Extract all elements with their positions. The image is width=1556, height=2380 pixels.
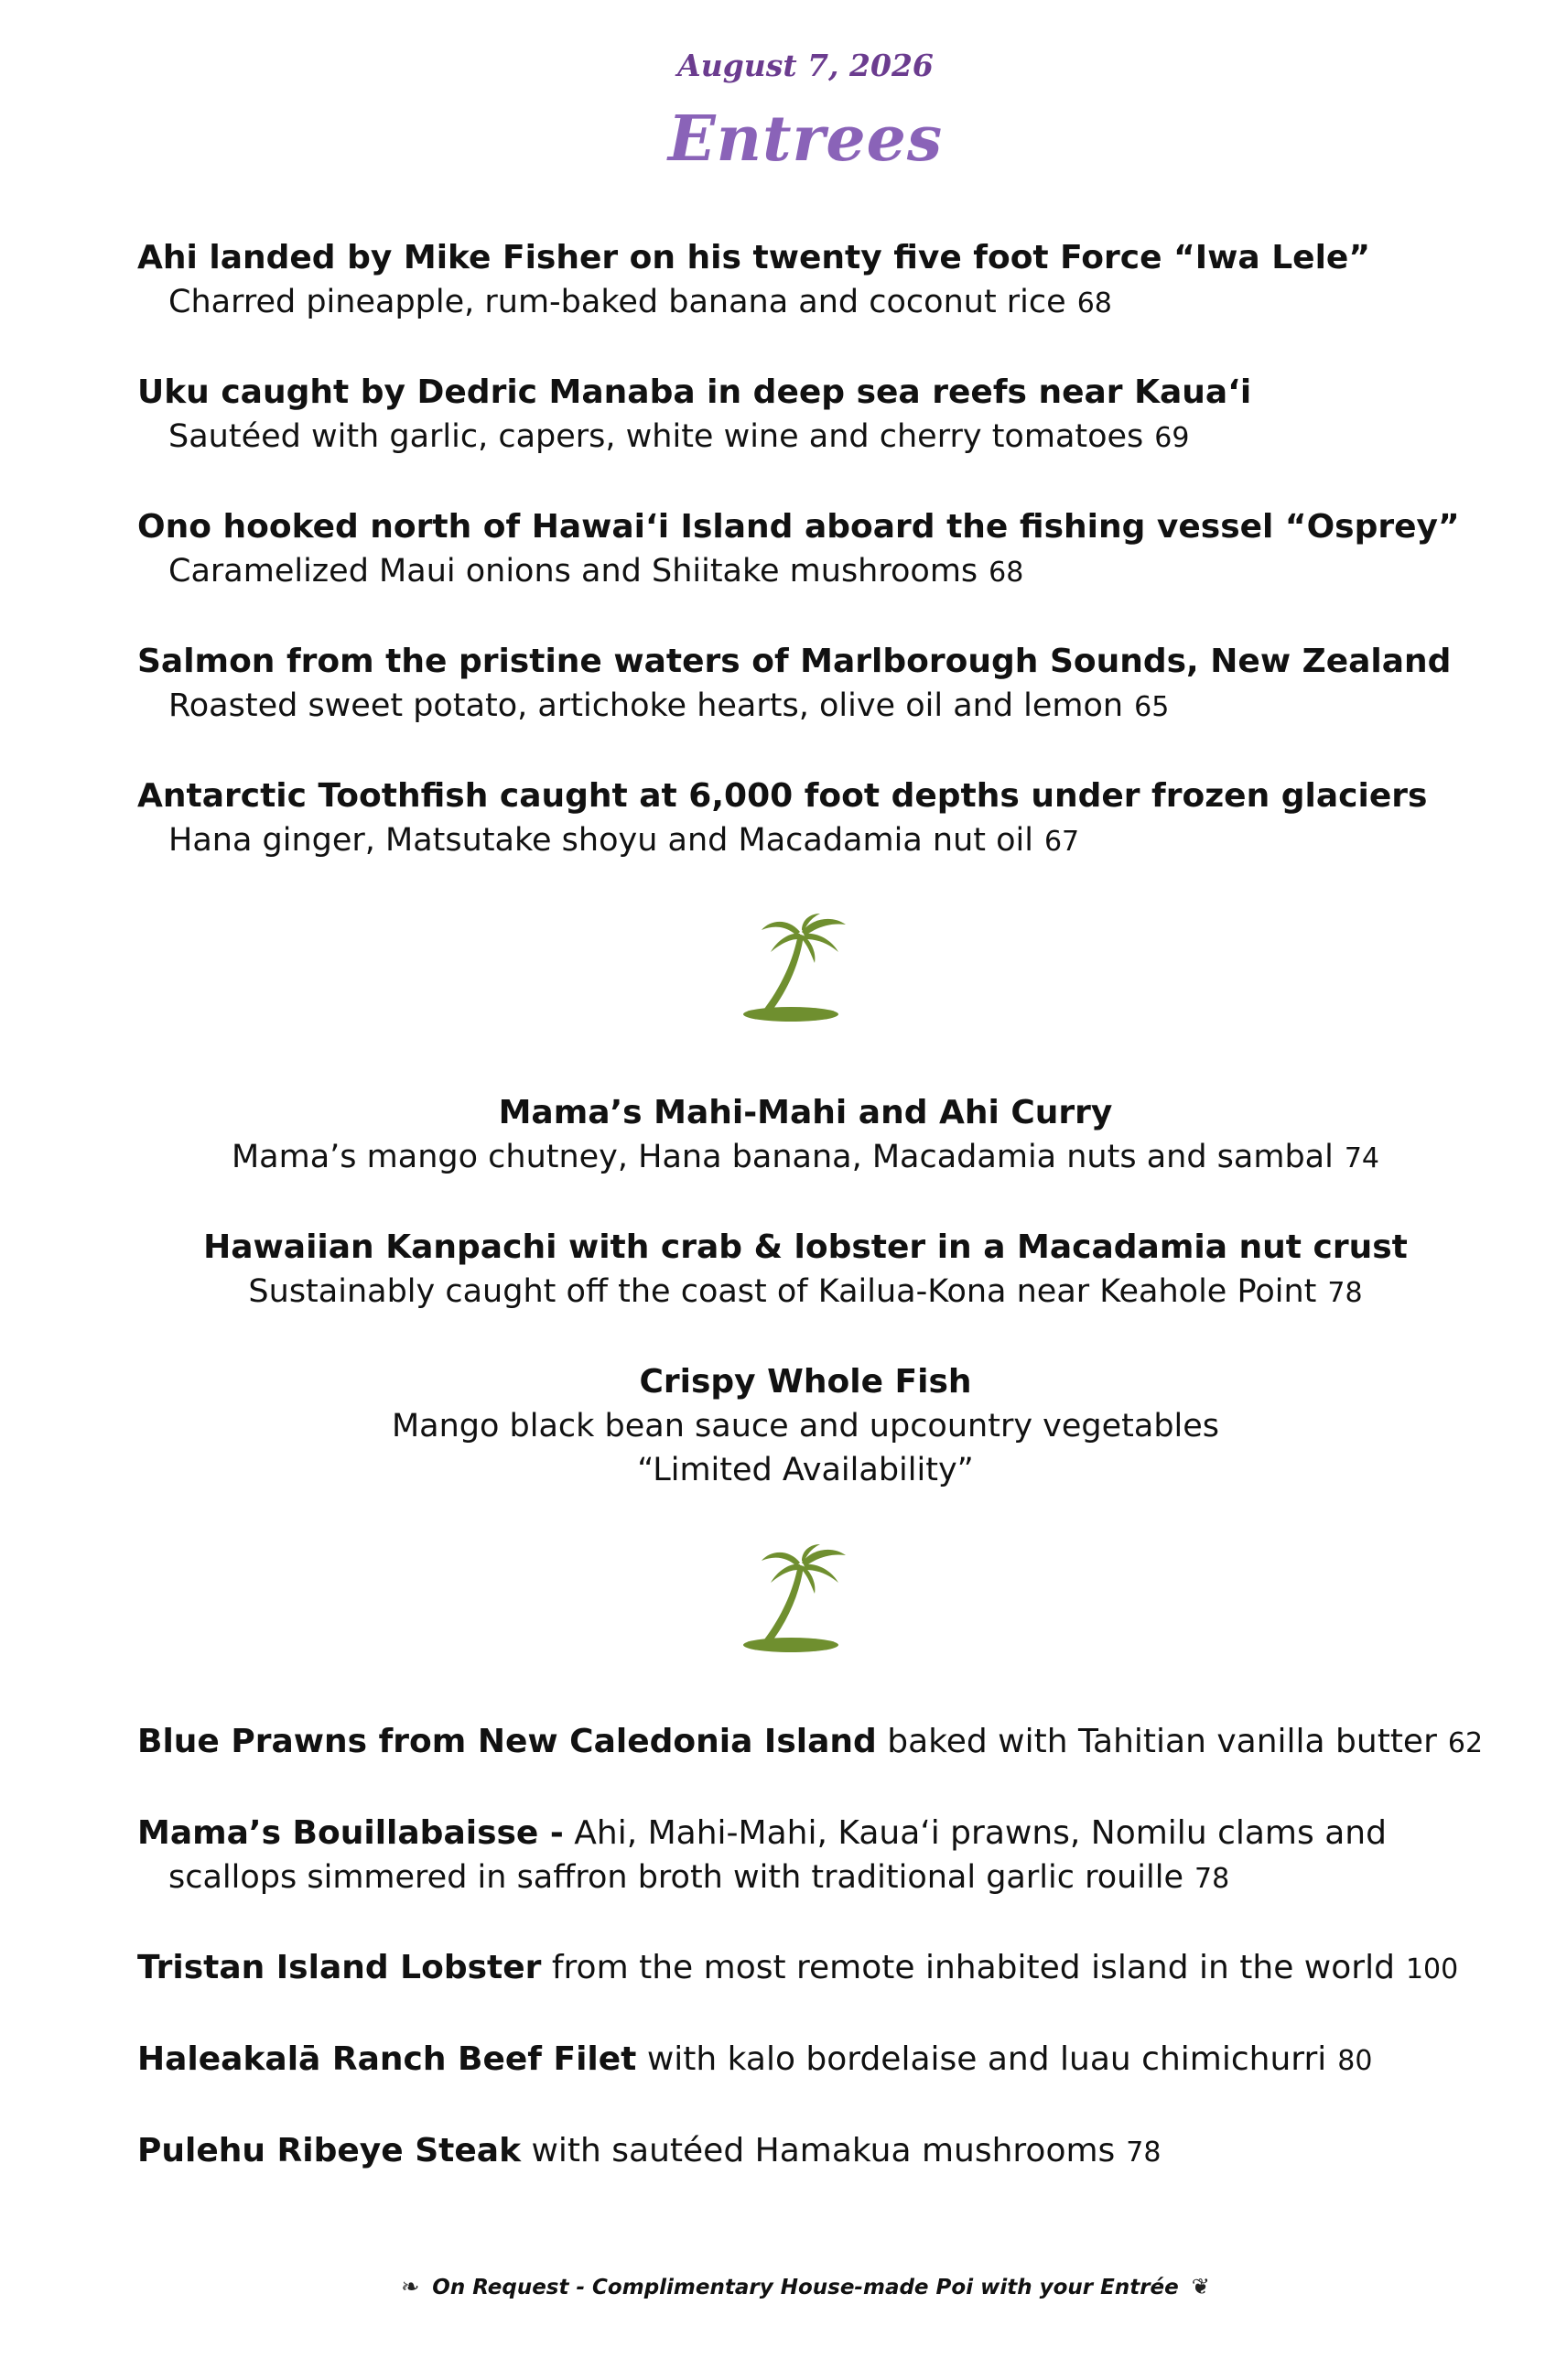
menu-title: Entrees	[667, 103, 944, 176]
item-price: 69	[1154, 422, 1190, 454]
item-description: baked with Tahitian vanilla butter	[887, 1723, 1437, 1760]
item-price: 62	[1447, 1727, 1484, 1759]
menu-item	[137, 2129, 1161, 2175]
menu-item	[0, 1360, 1556, 1492]
item-price: 74	[1344, 1142, 1380, 1174]
item-price: 65	[1134, 691, 1170, 723]
palm-tree-icon	[743, 1544, 853, 1659]
item-description	[137, 549, 1460, 595]
menu-item	[0, 1091, 1556, 1181]
item-description	[0, 1135, 1556, 1181]
leaf-ornament-icon: ❦	[1191, 2274, 1210, 2299]
item-description	[0, 1270, 1556, 1315]
item-price: 67	[1043, 826, 1080, 858]
item-desc-text: Caramelized Maui onions and Shiitake mushrooms	[168, 553, 978, 590]
item-desc-text: scallops simmered in saffron broth with traditional garlic rouille	[168, 1859, 1184, 1896]
item-price: 68	[989, 557, 1024, 589]
item-description	[137, 818, 1427, 864]
item-description	[137, 280, 1370, 326]
menu-item	[137, 371, 1251, 460]
item-description	[137, 684, 1451, 730]
menu-item	[137, 236, 1370, 326]
item-name: Pulehu Ribeye Steak	[137, 2132, 522, 2169]
menu-item	[137, 2038, 1372, 2083]
item-name: Antarctic Toothfish caught at 6,000 foot depths under frozen glaciers	[137, 777, 1428, 815]
item-name: Blue Prawns from New Caledonia Island	[137, 1723, 877, 1760]
item-description: with sautéed Hamakua mushrooms	[531, 2132, 1116, 2169]
leaf-ornament-icon: ❧	[401, 2274, 420, 2299]
item-desc-text: Roasted sweet potato, artichoke hearts, olive oil and lemon	[168, 687, 1124, 724]
item-price: 100	[1405, 1953, 1459, 1985]
footer-note	[0, 2274, 1556, 2299]
item-name: Crispy Whole Fish	[639, 1363, 972, 1401]
item-description: Mango black bean sauce and upcountry vegetables	[391, 1408, 1220, 1444]
palm-tree-icon	[743, 914, 853, 1028]
item-desc-text: Sautéed with garlic, capers, white wine and cherry tomatoes	[168, 418, 1144, 455]
item-description: from the most remote inhabited island in the world	[551, 1949, 1395, 1986]
item-price: 68	[1076, 287, 1112, 319]
menu-date: August 7, 2026	[677, 48, 934, 83]
item-name: Mama’s Bouillabaisse -	[137, 1814, 564, 1852]
menu-item	[0, 1226, 1556, 1315]
menu-item	[137, 505, 1460, 595]
item-description: with kalo bordelaise and luau chimichurri	[646, 2040, 1327, 2078]
item-price: 78	[1194, 1863, 1230, 1895]
item-name: Mama’s Mahi-Mahi and Ahi Curry	[498, 1094, 1113, 1131]
menu-item	[137, 1812, 1387, 1901]
menu-item	[137, 1720, 1483, 1766]
item-name: Tristan Island Lobster	[137, 1949, 542, 1986]
item-name: Ahi landed by Mike Fisher on his twenty five foot Force “Iwa Lele”	[137, 239, 1370, 276]
item-name: Ono hooked north of Hawai‘i Island aboard the fishing vessel “Osprey”	[137, 508, 1460, 546]
item-name: Salmon from the pristine waters of Marlborough Sounds, New Zealand	[137, 643, 1452, 680]
item-name: Uku caught by Dedric Manaba in deep sea reefs near Kaua‘i	[137, 373, 1252, 411]
item-description: Ahi, Mahi-Mahi, Kaua‘i prawns, Nomilu clams and	[574, 1814, 1387, 1852]
item-note: “Limited Availability”	[637, 1452, 974, 1488]
item-desc-text: Mama’s mango chutney, Hana banana, Macadamia nuts and sambal	[231, 1139, 1334, 1175]
item-price: 78	[1126, 2137, 1162, 2169]
menu-item	[137, 1946, 1458, 1992]
footer-text: On Request - Complimentary House-made Poi with your Entrée	[432, 2276, 1179, 2299]
item-price: 78	[1327, 1277, 1363, 1309]
item-name: Haleakalā Ranch Beef Filet	[137, 2040, 637, 2078]
item-description	[137, 415, 1251, 460]
item-name: Hawaiian Kanpachi with crab & lobster in a Macadamia nut crust	[203, 1228, 1408, 1266]
menu-item	[137, 774, 1427, 864]
item-description-cont	[137, 1855, 1387, 1901]
item-price: 80	[1337, 2045, 1373, 2077]
item-desc-text: Sustainably caught off the coast of Kailua-Kona near Keahole Point	[248, 1273, 1317, 1310]
menu-item	[137, 640, 1451, 730]
item-desc-text: Charred pineapple, rum-baked banana and coconut rice	[168, 284, 1066, 320]
item-desc-text: Hana ginger, Matsutake shoyu and Macadamia nut oil	[168, 822, 1033, 859]
